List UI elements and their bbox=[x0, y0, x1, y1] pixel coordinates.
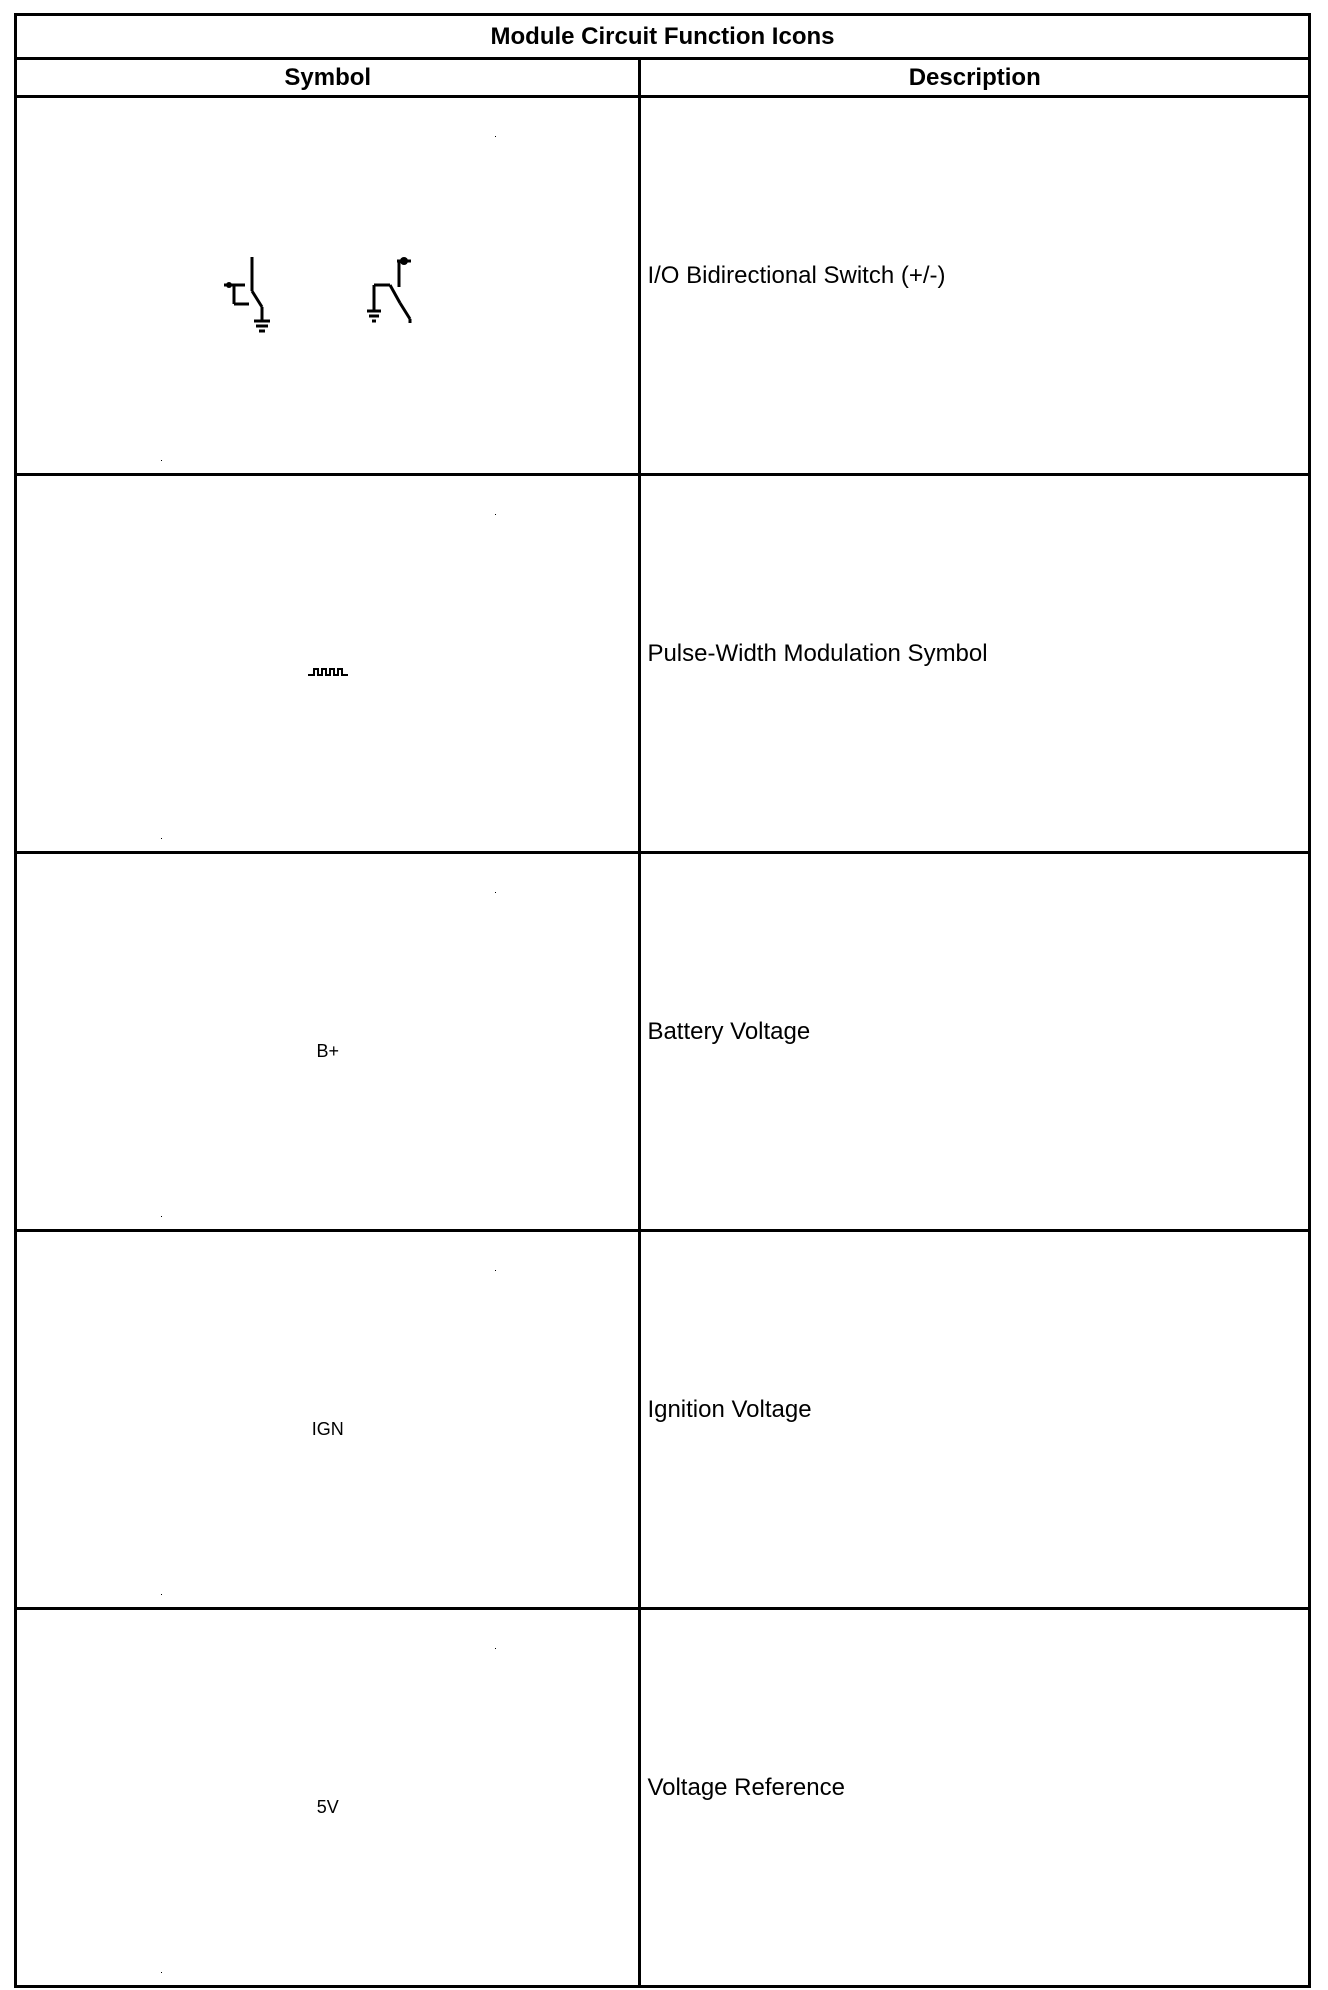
symbol-cell bbox=[16, 1231, 640, 1609]
module-circuit-function-icons-table bbox=[14, 13, 1311, 1987]
description-text: I/O Bidirectional Switch (+/-) bbox=[647, 261, 946, 289]
description-cell bbox=[640, 1609, 1310, 1987]
symbol-text: B+ bbox=[316, 1041, 339, 1061]
symbol-cell bbox=[16, 475, 640, 853]
description-cell bbox=[640, 475, 1310, 853]
description-cell bbox=[640, 97, 1310, 475]
description-column-header: Description bbox=[640, 59, 1310, 97]
description-cell bbox=[640, 1231, 1310, 1609]
description-text: Pulse-Width Modulation Symbol bbox=[647, 639, 988, 667]
table-row bbox=[16, 97, 1310, 475]
symbol-cell bbox=[16, 1609, 640, 1987]
description-text: Battery Voltage bbox=[647, 1017, 811, 1045]
table-row bbox=[16, 475, 1310, 853]
symbol-text: 5V bbox=[316, 1797, 339, 1817]
symbol-cell bbox=[16, 853, 640, 1231]
table-row bbox=[16, 1231, 1310, 1609]
pulse-width-modulation-icon bbox=[308, 666, 348, 678]
io-bidirectional-switch-icon bbox=[194, 247, 454, 347]
symbol-cell bbox=[16, 97, 640, 475]
symbol-text: IGN bbox=[311, 1419, 344, 1439]
table-row bbox=[16, 853, 1310, 1231]
table-title: Module Circuit Function Icons bbox=[16, 15, 1310, 59]
description-text: Voltage Reference bbox=[647, 1773, 845, 1801]
symbol-column-header: Symbol bbox=[16, 59, 640, 97]
description-cell bbox=[640, 853, 1310, 1231]
table-row bbox=[16, 1609, 1310, 1987]
description-text: Ignition Voltage bbox=[647, 1395, 812, 1423]
